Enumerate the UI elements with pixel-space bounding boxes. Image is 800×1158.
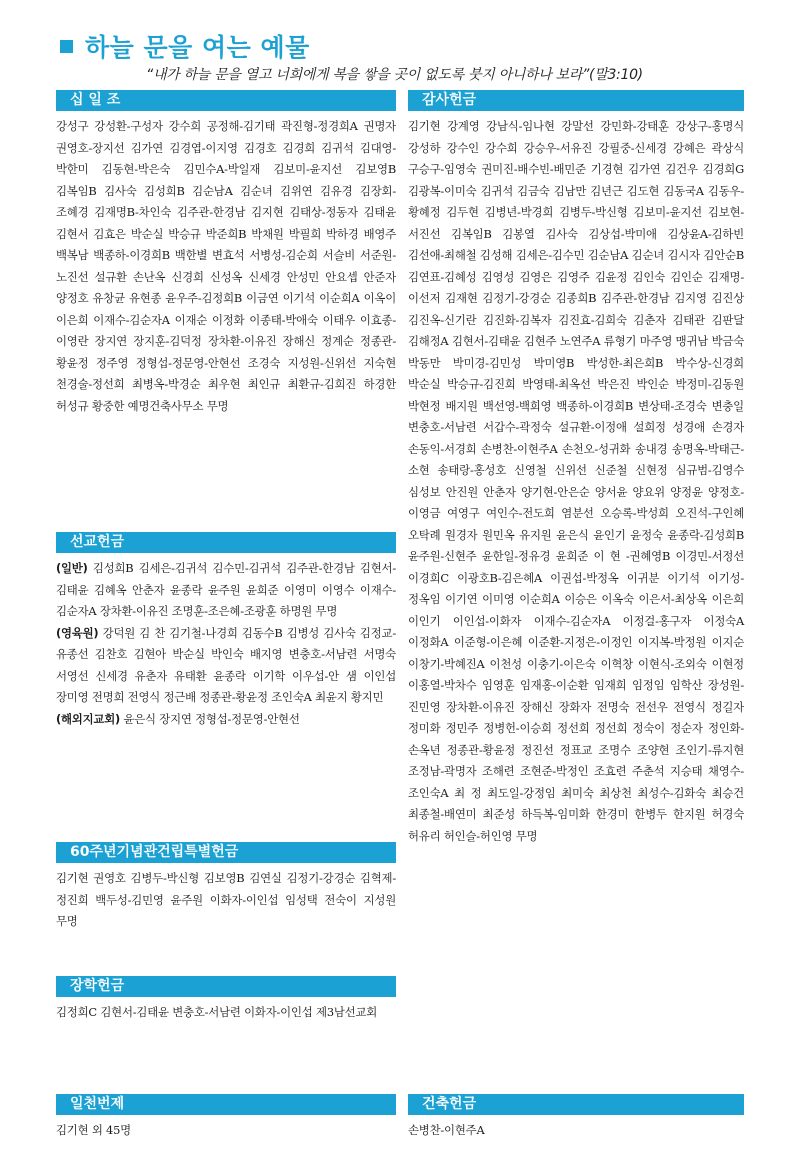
page-title: [60, 28, 310, 64]
square-bullet-icon: [60, 40, 73, 53]
thanks-section-title: 감사헌금: [408, 90, 744, 111]
mission-general-group: [56, 558, 396, 623]
scholarship-donor-list: 김정희C 김현서-김태윤 변충호-서남련 이화자-이인섭 제3남선교회: [56, 1005, 378, 1019]
building-section: [408, 1094, 744, 1142]
page-title-text: 하늘 문을 여는 예물: [85, 33, 310, 62]
mission-general-label: (일반): [56, 561, 88, 575]
mission-orphanage-group: [56, 623, 396, 709]
one-thousand-section-title: 일천번제: [56, 1094, 396, 1115]
mission-overseas-names: 윤은식 장지연 정형섭-정문영-안현선: [120, 711, 300, 726]
thanks-donor-list: 김기현 강계영 강남식-임나현 강말선 강민화-강태훈 강상구-홍명식 강성하 강수인 강수희 강승우-서유진 강필중-신세경 강혜은 곽상식 구승구-임영숙 권미진-배수빈-배민준 기경현 김가연 김건우 김경희G 김광복-이미숙 김귀석 김금숙 김남만 김년근 김도현 김동국A 김동우-황혜정 김두현 김병년-박경희 김병두-박신형 김보미-윤지선 김보현-서진선 김복임B 김봉열 김사숙 김상섭-박미애 김상윤A-김하빈 김선애-최해철 김성해 김세은-김수민 김순남A 김순녀 김시자 김안순B 김연표-김혜성 김영성 김영은 김영주 김윤정 김인숙 김인순 김재명-이선저 김재현 김정기-강경순 김종희B 김주관-한경남 김지영 김진상 김진옥-신기란 김진화-김복자 김진효-김희숙 김춘자 김태관 김판달 김해정A 김현서-김태윤 김현주 노연주A 류형기 마주영 맹귀남 박금숙 박동만 박미경-김민성 박미영B 박성한-최은희B 박수상-신경희 박순실 박승규-김진희 박영태-최옥선 박은진 박인순 박정미-김동원 박현정 배지원 백선영-백희영 백종하-이경희B 변상태-조경숙 변충일 변충호-서남련 서갑수-곽정숙 설규환-이정애 설희정 성경애 손경자 손동익-서경희 손병찬-이현주A 손천오-성귀화 송내경 송명옥-박태근-소현 송태랑-홍성호 신영철 신위선 신준철 신현정 심규범-김영수 심성보 안진원 안춘자 양기현-안은순 양서윤 양요위 양정윤 양정호-이영금 여영구 여인수-전도희 염분선 오승록-박성희 오진석-구인혜 오탁례 원경자 원민옥 유지원 윤은식 윤인기 윤정숙 윤종락-김성희B 윤주원-신현주 윤한일-정유경 윤희준 이 현 -권혜영B 이경민-서정선 이경희C 이광호B-김은혜A 이권섭-박정옥 이귀분 이기석 이기성-정옥임 이기연 이미영 이순희A 이승은 이옥숙 이은서-최상옥 이은희 이인기 이인섭-이화자 이재수-김순자A 이정걸-홍구자 이정숙A 이정화A 이준형-이은혜 이준환-지정은-이정인 이지복-박정원 이지순 이창기-박혜진A 이천성 이충기-이은숙 이혁창 이현식-조외숙 이현정 이홍열-박차수 임영훈 임재홍-이순환 임재희 임정임 임학산 장성원-진민영 장차환-이유진 장해신 장화자 전명숙 전선우 전영식 정길자 정미화 정민주 정병헌-이승희 정선희 정선희 정숙이 정순자 정인화-손옥년 정종관-황윤정 정진선 정표교 조명수 조양현 조인기-류지현 조정남-곽명자 조해련 조현준-박정인 조효련 주춘석 지승태 채영수-조인숙A 최 정 최도일-강정임 최미숙 최상천 최성수-김화숙 최승건 최종철-배연미 최준성 하득복-임미화 한경미 한병두 한지원 허경숙 허유리 허인슬-허인영 무명: [408, 119, 744, 843]
anniversary-section-title: 60주년기념관건립특별헌금: [56, 842, 396, 863]
mission-section: [56, 532, 396, 730]
scholarship-section: [56, 976, 396, 1024]
building-donor-list: 손병찬-이현주A: [408, 1123, 485, 1137]
mission-general-names: 김성희B 김세은-김귀석 김수민-김귀석 김주관-한경남 김현서-김태윤 김혜옥 안춘자 윤종락 윤주원 윤희준 이영미 이영수 이재수-김순자A 장차환-이유진 조명훈-조은혜-조광훈 하명원 무명: [56, 561, 396, 618]
mission-orphanage-names: 강덕원 김 찬 김기철-나경희 김동수B 김병성 김사숙 김정교-유종선 김찬호 김현아 박순실 박인숙 배지영 변충호-서남련 서명숙 서영선 신세경 유춘자 유태환 윤종락 이기학 이우섭-안 샘 이인섭 장미영 전명희 전영식 정근배 정종관-황윤정 조인숙A 최윤지 황지민: [56, 625, 396, 704]
tithe-donor-list: 강성구 강성환-구성자 강수희 공정해-김기태 곽진형-정경희A 권명자 권영호-장지선 김가연 김경엽-이지영 김경호 김경희 김귀석 김대영-박한미 김동현-박은숙 김민수A-박일재 김보미-윤지선 김보영B 김복임B 김사숙 김성희B 김순남A 김순녀 김위연 김유경 김장회-조혜경 김재명B-차인숙 김주관-한경남 김지현 김태상-정동자 김태윤 김현서 김효은 박순실 박승규 박준희B 박채원 박필희 박하경 배영주 백복남 백종하-이경희B 백한별 변효석 서병성-김순희 서슬비 서준원-노진선 설규환 손난옥 신경희 신성옥 신세경 안성민 안요셉 안준자 양정호 유창균 유현종 윤우주-김정희B 이금연 이기석 이순희A 이옥이 이은희 이재수-김순자A 이재순 이정화 이종태-박애숙 이태우 이효종-이영란 장지연 장지훈-김덕정 장차환-이유진 장해신 정계순 정종관-황윤정 정주영 정형섭-정문영-안현선 조경숙 지성원-신위선 지숙현 천경술-정선희 최병옥-박경순 최우현 최인규 최환규-김희진 하경한 허성규 황중한 예명건축사무소 무명: [56, 119, 396, 413]
mission-orphanage-label: (영육원): [56, 625, 99, 640]
mission-donor-list: [56, 558, 396, 730]
scholarship-section-title: 장학헌금: [56, 976, 396, 997]
mission-overseas-label: (해외지교회): [56, 711, 121, 726]
mission-overseas-group: [56, 709, 396, 731]
tithe-section: [56, 90, 396, 417]
mission-section-title: 선교헌금: [56, 532, 396, 553]
thanks-section: [408, 90, 744, 847]
bible-verse: “내가 하늘 문을 열고 너희에게 복을 쌓을 곳이 없도록 붓지 아니하나 보라”(말3:10): [146, 67, 643, 83]
building-section-title: 건축헌금: [408, 1094, 744, 1115]
one-thousand-donor-list: 김기현 외 45명: [56, 1123, 131, 1137]
tithe-section-title: 십 일 조: [56, 90, 396, 111]
one-thousand-section: [56, 1094, 396, 1142]
anniversary-section: [56, 842, 396, 933]
anniversary-donor-list: 김기현 권영호 김병두-박신형 김보영B 김연실 김정기-강경순 김혁제-정진희 백두성-김민영 윤주원 이화자-이인섭 임성택 전숙이 지성원 무명: [56, 871, 396, 928]
